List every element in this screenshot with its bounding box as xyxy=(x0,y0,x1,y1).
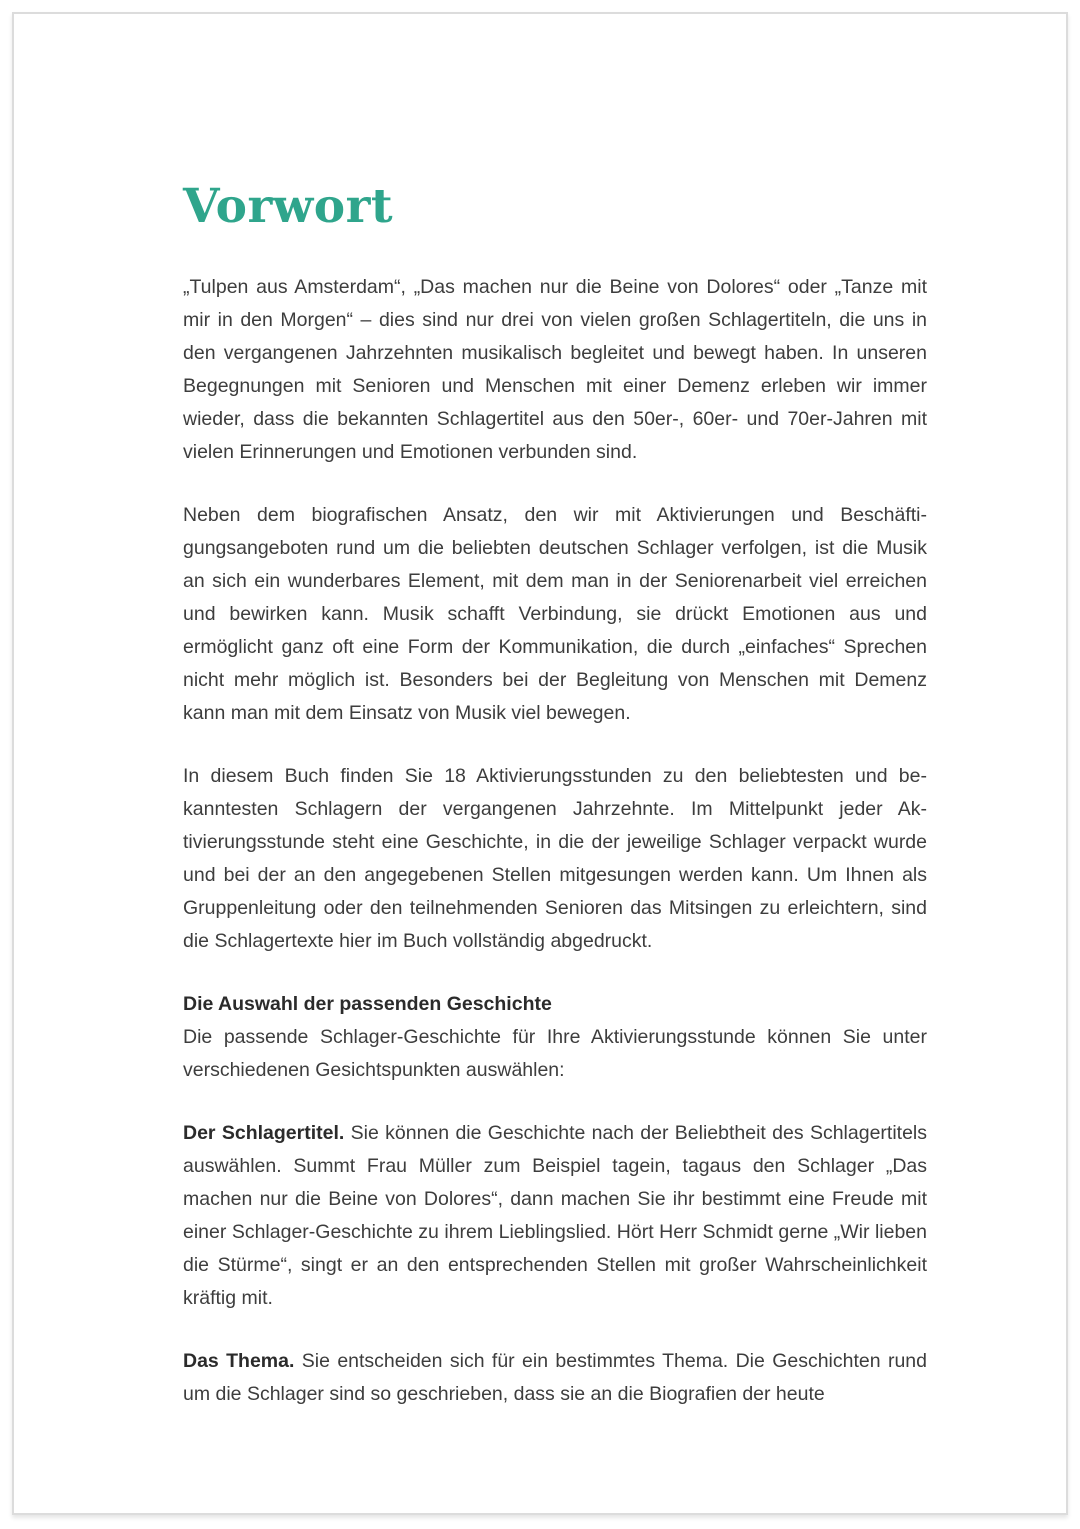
page-title: Vorwort xyxy=(183,179,394,234)
body-schlagertitel-kriterium: Sie können die Geschichte nach der Beliebtheit des Schlagertitels auswählen. Summt Frau Müller zum Beispiel tagein, tagaus den Schlager „Das machen nur die Beine von Dolores“, dann machen Sie ihr bestimmt eine Freude mit einer Schlager-Geschichte zu ihrem Lieblingslied. Hört Herr Schmidt gerne „Wir lieben die Stürme“, singt er an den entsprechenden Stellen mit großer Wahrscheinlichkeit kräftig mit. xyxy=(183,1122,928,1310)
paragraph-intro-schlagertitel: „Tulpen aus Amsterdam“, „Das machen nur die Beine von Dolores“ oder „Tanze mit mir in den Morgen“ – dies sind nur drei von vielen großen Schlagertiteln, die uns in den vergangenen Jahrzehnten musikalisch begleitet und bewegt haben. In unseren Begegnungen mit Senioren und Menschen mit einer Demenz erleben wir immer wieder, dass die bekannten Schlagertitel aus den 50er-, 60er- und 70er-Jahren mit vielen Erinnerungen und Emotionen verbunden sind. xyxy=(183,276,927,464)
lead-in-schlagertitel: Der Schlagertitel. xyxy=(183,1122,345,1145)
page-content xyxy=(183,14,927,1411)
body-thema-kriterium: Sie entscheiden sich für ein bestimmtes Thema. Die Geschichten rund um die Schlager sind so geschrieben, dass sie an die Biografien der heute xyxy=(183,1350,927,1406)
paragraph-schlagertitel-kriterium xyxy=(183,1117,927,1315)
section-heading-auswahl: Die Auswahl der passenden Geschichte xyxy=(183,993,552,1016)
paragraph-gesichtspunkte: Die passende Schlager-Geschichte für Ihre Aktivierungsstunde können Sie unter verschiedenen Gesichtspunkten auswählen: xyxy=(183,1026,927,1082)
paragraph-musik-element: Neben dem biografischen Ansatz, den wir mit Aktivierungen und Beschäftigungsangeboten rund um die beliebten deutschen Schlager verfolgen, ist die Musik an sich ein wunderbares Element, mit dem man in der Seniorenarbeit viel erreichen und bewirken kann. Musik schafft Verbindung, sie drückt Emotionen aus und ermöglicht ganz oft eine Form der Kommunikation, die durch „einfaches“ Sprechen nicht mehr möglich ist. Besonders bei der Begleitung von Menschen mit Demenz kann man mit dem Einsatz von Musik viel bewegen. xyxy=(183,504,927,725)
lead-in-thema: Das Thema. xyxy=(183,1350,295,1373)
paragraph-thema-kriterium xyxy=(183,1345,927,1411)
paragraph-buch-aktivierungsstunden: In diesem Buch finden Sie 18 Aktivierungsstunden zu den beliebtesten und bekanntesten Schlagern der vergangenen Jahrzehnte. Im Mittelpunkt jeder Aktivierungsstunde steht eine Geschichte, in die der jeweilige Schlager verpackt wurde und bei der an den angegebenen Stellen mitgesungen werden kann. Um Ihnen als Gruppenleitung oder den teilnehmenden Senioren das Mitsingen zu erleichtern, sind die Schlagertexte hier im Buch vollständig abgedruckt. xyxy=(183,765,927,953)
page-card xyxy=(12,12,1068,1515)
